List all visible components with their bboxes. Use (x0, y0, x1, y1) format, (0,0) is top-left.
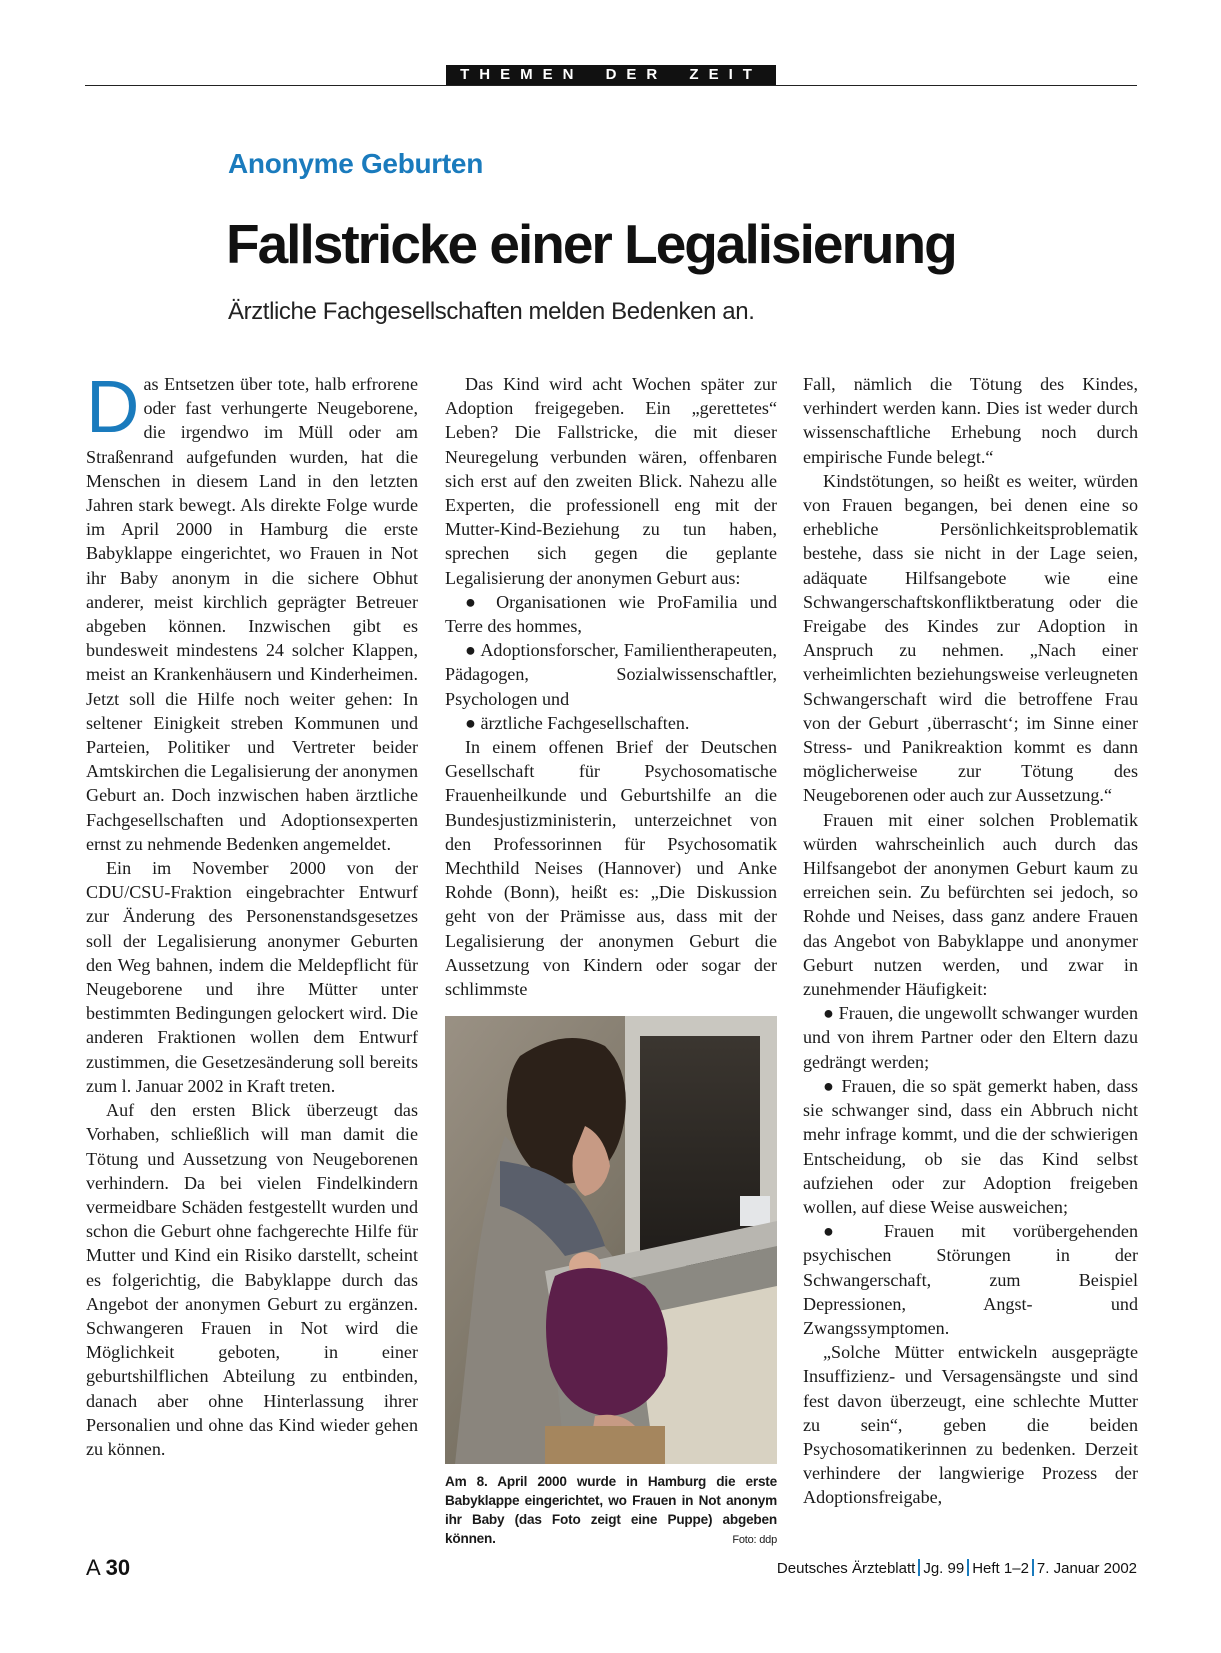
bullet-item: ● Frauen, die so spät gemerkt haben, dass sie schwanger sind, dass ein Abbruch nicht mehr infrage kommt, und die der schwierigen Entscheidung, ob sie das Kind selbst aufziehen oder zur Adoption freigeben wollen, auf diese Weise ausweichen; (803, 1075, 1138, 1217)
paragraph: Auf den ersten Blick überzeugt das Vorhaben, schließlich will man damit die Tötung und Aussetzung von Neugeborenen verhindern. Da bei vielen Findelkindern vermeidbare Schäden festgestellt wurden und schon die Geburt ohne fachgerechte Hilfe für Mutter und Kind ein Risiko darstellt, scheint es folgerichtig, die Babyklappe durch das Angebot der anonymen Geburt zu ergänzen. Schwangeren Frauen in Not wird die Möglichkeit geboten, in einer geburtshilflichen Abteilung zu entbinden, danach aber ohne Hinterlassung ihrer Personalien und ohne das Kind wieder gehen zu können. (86, 1100, 418, 1459)
paragraph: Kindstötungen, so heißt es weiter, würden von Frauen begangen, bei denen eine so erhebliche Persönlichkeitsproblematik bestehe, dass sie nicht in der Lage seien, adäquate Hilfsangebote wie eine Schwangerschaftskonfliktberatung oder die Freigabe des Kindes zur Adoption in Anspruch zu nehmen. „Nach einer verheimlichten beziehungsweise verleugneten Schwangerschaft wird die betroffene Frau von der Geburt ‚überrascht‘; im Sinne einer Stress- und Panikreaktion kommt es dann möglicherweise zur Tötung des Neugeborenen oder auch zur Aussetzung.“ (803, 470, 1138, 806)
journal-date: 7. Januar 2002 (1036, 1560, 1137, 1577)
caption-text: Am 8. April 2000 wurde in Hamburg die erste Babyklappe eingerichtet, wo Frauen in Not anonym ihr Baby (das Foto zeigt eine Puppe) abgeben können. (445, 1474, 777, 1546)
footer-separator (967, 1559, 969, 1576)
paragraph (86, 365, 418, 856)
text-column-3 (803, 372, 1138, 1510)
header-rule (85, 85, 1137, 86)
text-column-1 (86, 365, 418, 1461)
journal-volume: Jg. 99 (923, 1560, 965, 1577)
article-photo (445, 1016, 777, 1464)
footer-separator (1032, 1559, 1034, 1576)
journal-name: Deutsches Ärzteblatt (776, 1560, 916, 1577)
paragraph: Frauen mit einer solchen Problematik würden wahrscheinlich auch durch das Hilfsangebot der anonymen Geburt kaum zu erreichen sein. Zu befürchten sei jedoch, so Rohde und Neises, dass ganz andere Frauen das Angebot von Babyklappe und anonymer Geburt nutzen werden, und zwar in zunehmender Häufigkeit: (803, 809, 1138, 1000)
paragraph: Fall, nämlich die Tötung des Kindes, verhindert werden kann. Dies ist weder durch wissenschaftliche Erhebung noch durch empirische Funde belegt.“ (803, 374, 1138, 467)
paragraph-text: as Entsetzen über tote, halb erfrorene oder fast verhungerte Neugeborene, die irgendwo im Müll oder am Straßenrand aufgefunden wurden, hat die Menschen in diesem Land in den letzten Jahren stark bewegt. Als direkte Folge wurde im April 2000 in Hamburg die erste Babyklappe eingerichtet, wo Frauen in Not ihr Baby anonym in die sichere Obhut anderer, meist kirchlich geprägter Betreuer abgeben können. Inzwischen gibt es bundesweit mindestens 24 solcher Klappen, meist an Krankenhäusern und Kinderheimen. Jetzt soll die Hilfe noch weiter gehen: In seltener Einigkeit streben Kommunen und Parteien, Politiker und Vertreter beider Amtskirchen die Legalisierung der anonymen Geburt an. Doch inzwischen haben ärztliche Fachgesellschaften und Adoptionsexperten ernst zu nehmende Bedenken angemeldet. (86, 374, 418, 854)
drop-cap: D (86, 365, 140, 448)
bullet-item: ● Frauen, die ungewollt schwanger wurden und von ihrem Partner oder den Eltern dazu gedrängt werden; (803, 1003, 1138, 1072)
photo-caption (445, 1472, 777, 1550)
page-number (86, 1555, 130, 1581)
bullet-item: ● Adoptionsforscher, Familientherapeuten, Pädagogen, Sozialwissenschaftler, Psychologen und (445, 640, 777, 709)
bullet-item: ● ärztliche Fachgesellschaften. (465, 712, 690, 733)
footer-separator (918, 1559, 920, 1576)
article-subtitle: Ärztliche Fachgesellschaften melden Bedenken an. (228, 298, 755, 325)
article-kicker: Anonyme Geburten (228, 148, 484, 179)
bullet-item: ● Organisationen wie ProFamilia und Terre des hommes, (445, 591, 777, 637)
text-column-2 (445, 372, 777, 1001)
article-title: Fallstricke einer Legalisierung (226, 213, 956, 275)
babyklappe-photo-illustration (445, 1016, 777, 1464)
page-prefix: A (86, 1555, 100, 1580)
section-label: THEMEN DER ZEIT (446, 65, 776, 85)
page-number-value: 30 (105, 1555, 131, 1580)
photo-credit: Foto: ddp (732, 1534, 777, 1546)
paragraph: Das Kind wird acht Wochen später zur Adoption freigegeben. Ein „gerettetes“ Leben? Die Fallstricke, die mit dieser Neuregelung verbunden wären, offenbaren sich erst auf den zweiten Blick. Nahezu alle Experten, die professionell eng mit der Mutter-Kind-Beziehung zu tun haben, sprechen sich gegen die geplante Legalisierung der anonymen Geburt aus: (445, 374, 777, 588)
paragraph: „Solche Mütter entwickeln ausgeprägte Insuffizienz- und Versagensängste und sind fest davon überzeugt, eine schlechte Mutter zu sein“, geben die beiden Psychosomatikerinnen zu bedenken. Derzeit verhindere der langwierige Prozess der Adoptionsfreigabe, (803, 1342, 1138, 1508)
paragraph: Ein im November 2000 von der CDU/CSU-Fraktion eingebrachter Entwurf zur Änderung des Personenstandsgesetzes soll der Legalisierung anonymer Geburten den Weg bahnen, indem die Meldepflicht für Neugeborene und ihre Mütter unter bestimmten Bedingungen gelockert wird. Die anderen Fraktionen wollen dem Entwurf zustimmen, die Gesetzesänderung soll bereits zum l. Januar 2002 in Kraft treten. (86, 858, 418, 1096)
paragraph: In einem offenen Brief der Deutschen Gesellschaft für Psychosomatische Frauenheilkunde und Geburtshilfe an die Bundesjustizministerin, unterzeichnet von den Professorinnen für Psychosomatik Mechthild Neises (Hannover) und Anke Rohde (Bonn), heißt es: „Die Diskussion geht von der Prämisse aus, dass mit der Legalisierung der anonymen Geburt die Aussetzung von Kindern oder sogar der schlimmste (445, 737, 777, 1000)
journal-issue: Heft 1–2 (972, 1560, 1029, 1577)
journal-footer (777, 1559, 1137, 1577)
bullet-item: ● Frauen mit vorübergehenden psychischen Störungen in der Schwangerschaft, zum Beispiel Depressionen, Angst- und Zwangssymptomen. (803, 1221, 1138, 1338)
